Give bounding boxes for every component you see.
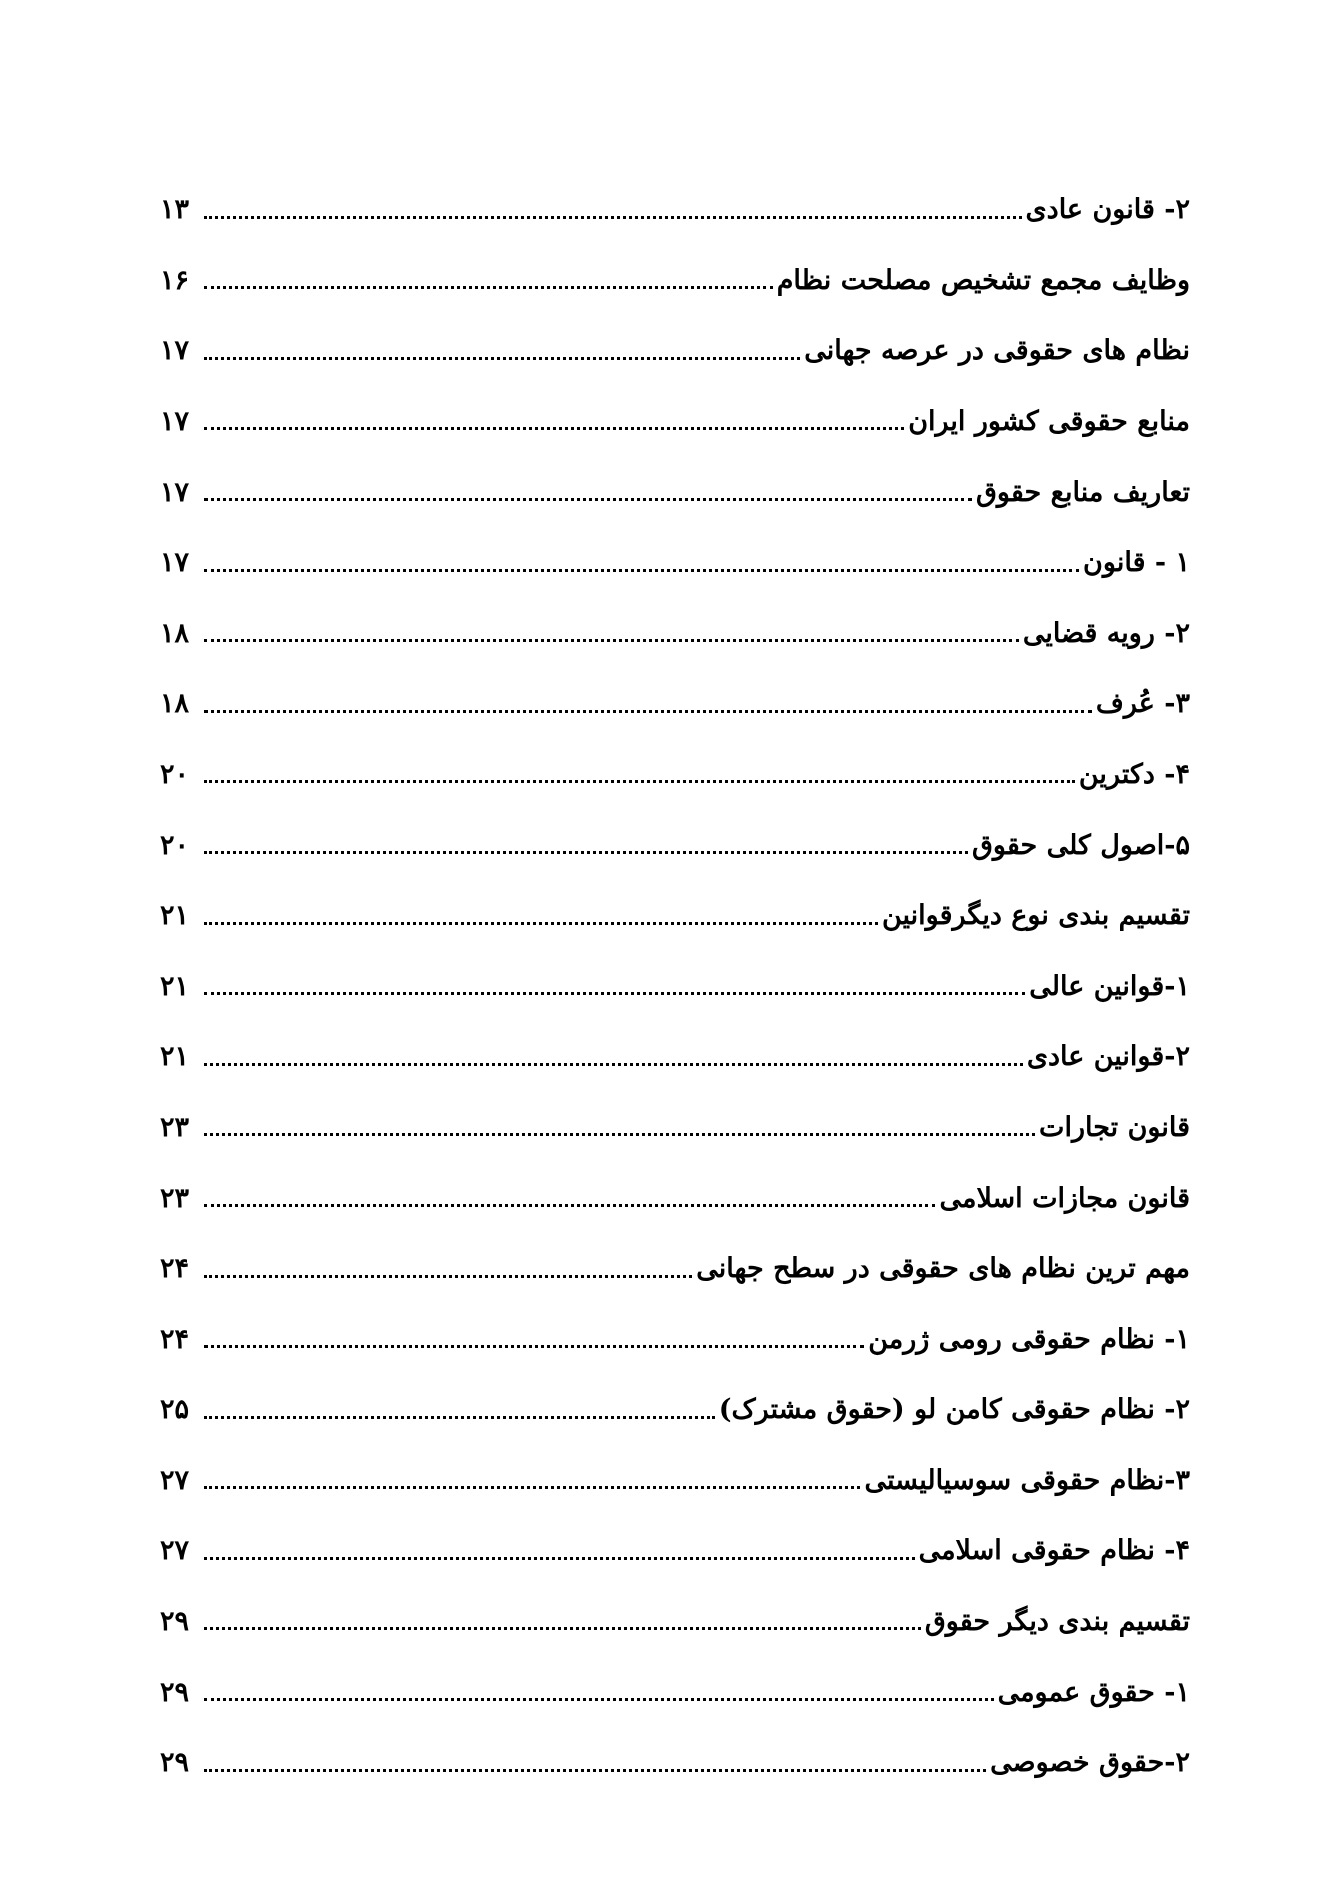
toc-entry-title: ۴- دکترین [1078, 758, 1190, 790]
toc-entry-page: ۲۴ [160, 1253, 190, 1285]
dot-leader [204, 216, 1022, 219]
dot-leader [204, 1557, 915, 1560]
dot-leader [204, 1486, 860, 1489]
dot-leader [204, 498, 972, 501]
toc-entry-page: ۲۱ [160, 970, 190, 1002]
toc-entry [160, 1713, 1190, 1784]
dot-leader [204, 1275, 692, 1278]
toc-entry [160, 372, 1190, 443]
toc-entry [160, 866, 1190, 937]
toc-entry-title: قانون تجارات [1039, 1111, 1190, 1143]
toc-entry-page: ۲۹ [160, 1606, 190, 1638]
toc-entry-page: ۲۳ [160, 1111, 190, 1143]
toc-entry-title: ۵-اصول کلی حقوق [971, 829, 1190, 861]
toc-entry-page: ۲۹ [160, 1676, 190, 1708]
dot-leader [204, 780, 1075, 783]
dot-leader [204, 1627, 921, 1630]
toc-entry-title: نظام های حقوقی در عرصه جهانی [804, 335, 1190, 367]
dot-leader [204, 1345, 864, 1348]
toc-entry [160, 1148, 1190, 1219]
dot-leader [204, 1769, 986, 1772]
toc-entry-page: ۱۸ [160, 617, 190, 649]
toc-entry-title: ۱ - قانون [1083, 547, 1190, 579]
dot-leader [204, 1698, 994, 1701]
toc-entry-title: ۱-قوانین عالی [1029, 970, 1190, 1002]
toc-entry [160, 1642, 1190, 1713]
toc-entry-title: ۲- قانون عادی [1025, 194, 1190, 226]
toc-entry-page: ۲۰ [160, 758, 190, 790]
toc-entry-page: ۱۸ [160, 688, 190, 720]
toc-entry-page: ۲۴ [160, 1323, 190, 1355]
toc-entry-page: ۱۶ [160, 264, 190, 296]
toc-entry [160, 1007, 1190, 1078]
toc-entry-title: وظایف مجمع تشخیص مصلحت نظام [776, 264, 1190, 296]
toc-entry-page: ۱۷ [160, 476, 190, 508]
toc-entry [160, 1360, 1190, 1431]
toc-entry [160, 160, 1190, 231]
toc-entry-title: ۲- رویه قضایی [1022, 617, 1190, 649]
toc-entry [160, 513, 1190, 584]
toc-entry-title: ۳-نظام حقوقی سوسیالیستی [864, 1464, 1190, 1496]
dot-leader [204, 357, 800, 360]
toc-entry-page: ۱۳ [160, 194, 190, 226]
dot-leader [204, 851, 968, 854]
toc-entry-page: ۱۷ [160, 335, 190, 367]
toc-entry-title: ۲-قوانین عادی [1026, 1041, 1190, 1073]
toc-entry-title: منابع حقوقی کشور ایران [908, 405, 1190, 437]
toc-entry [160, 1290, 1190, 1361]
toc-entry-title: ۲- نظام حقوقی کامن لو (حقوق مشترک) [718, 1394, 1190, 1426]
dot-leader [204, 992, 1025, 995]
toc-entry-title: تقسیم بندی دیگر حقوق [924, 1606, 1190, 1638]
toc-entry-page: ۱۷ [160, 547, 190, 579]
toc-entry-title: تعاریف منابع حقوق [975, 476, 1190, 508]
dot-leader [204, 639, 1019, 642]
toc-entry-title: ۱- حقوق عمومی [997, 1676, 1190, 1708]
toc-entry-page: ۱۷ [160, 405, 190, 437]
toc-entry [160, 937, 1190, 1008]
toc-entry [160, 1431, 1190, 1502]
toc-entry-page: ۲۰ [160, 829, 190, 861]
toc-entry [160, 442, 1190, 513]
dot-leader [204, 922, 878, 925]
dot-leader [204, 1204, 935, 1207]
toc-entry-page: ۲۱ [160, 1041, 190, 1073]
toc-entry [160, 1572, 1190, 1643]
toc-entry-title: تقسیم بندی نوع دیگرقوانین [881, 900, 1190, 932]
dot-leader [204, 1416, 715, 1419]
toc-entry [160, 654, 1190, 725]
toc-entry-page: ۲۷ [160, 1535, 190, 1567]
toc-entry-page: ۲۱ [160, 900, 190, 932]
toc-entry-title: مهم ترین نظام های حقوقی در سطح جهانی [696, 1253, 1190, 1285]
dot-leader [204, 569, 1079, 572]
toc-entry [160, 1219, 1190, 1290]
toc-entry-title: ۲-حقوق خصوصی [990, 1747, 1190, 1779]
toc-entry-page: ۲۹ [160, 1747, 190, 1779]
table-of-contents [160, 160, 1190, 1784]
toc-entry-page: ۲۵ [160, 1394, 190, 1426]
dot-leader [204, 1133, 1035, 1136]
toc-entry-page: ۲۷ [160, 1464, 190, 1496]
toc-entry [160, 1501, 1190, 1572]
toc-entry [160, 584, 1190, 655]
dot-leader [204, 1063, 1023, 1066]
toc-entry-title: ۴- نظام حقوقی اسلامی [918, 1535, 1190, 1567]
dot-leader [204, 710, 1092, 713]
dot-leader [204, 427, 904, 430]
toc-entry-title: قانون مجازات اسلامی [939, 1182, 1190, 1214]
toc-entry-title: ۱- نظام حقوقی رومی ژرمن [868, 1323, 1190, 1355]
toc-entry [160, 725, 1190, 796]
toc-entry [160, 231, 1190, 302]
toc-entry-title: ۳- عُرف [1095, 688, 1190, 720]
toc-entry-page: ۲۳ [160, 1182, 190, 1214]
toc-entry [160, 795, 1190, 866]
toc-entry [160, 1078, 1190, 1149]
dot-leader [204, 286, 773, 289]
toc-entry [160, 301, 1190, 372]
